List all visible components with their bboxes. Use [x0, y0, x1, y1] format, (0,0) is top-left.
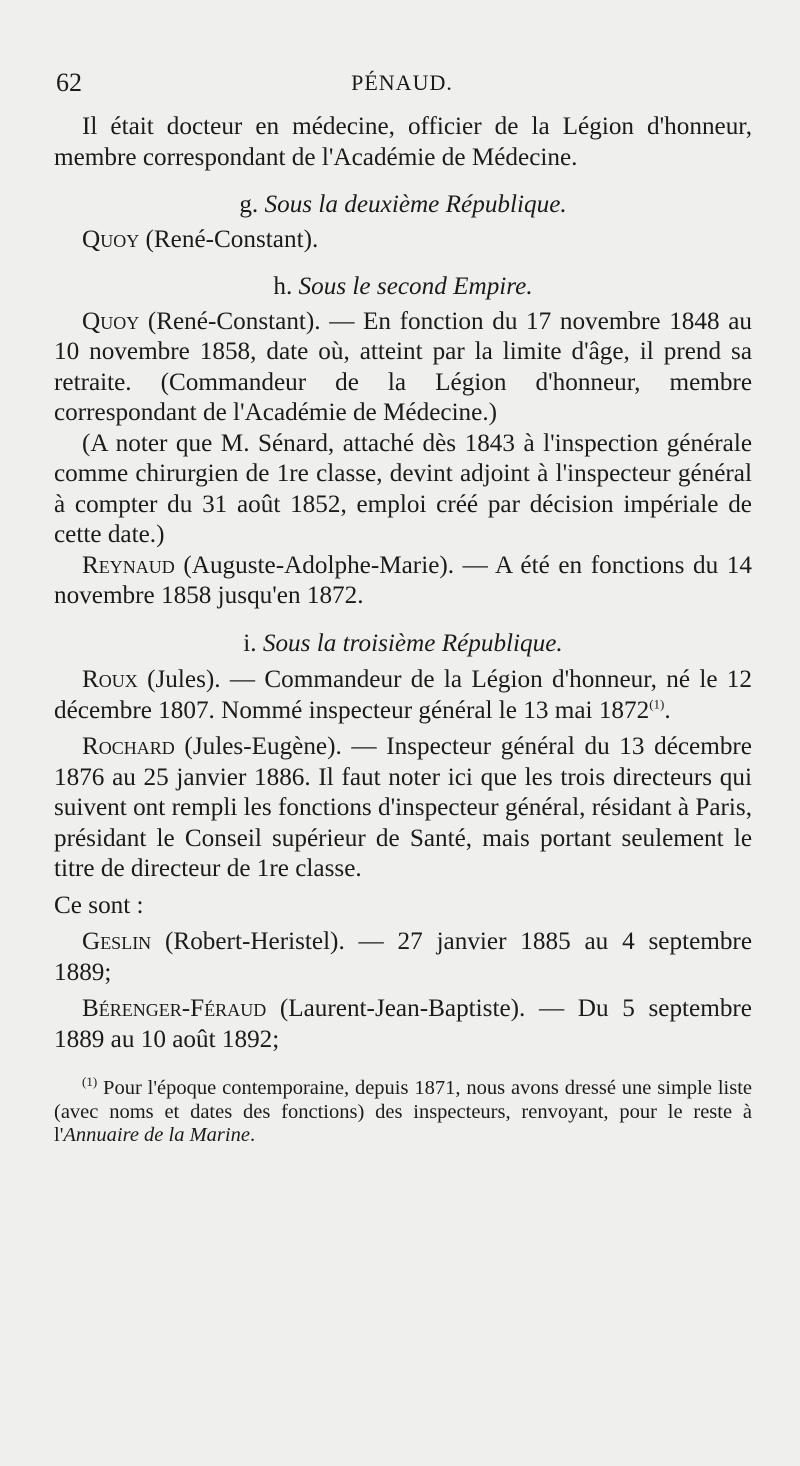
paragraph: Ce sont :: [54, 891, 144, 919]
paragraph: (A noter que M. Sénard, attaché dès 1843 à l'inspection générale comme chirurgien de 1re classe, devint adjoint à l'inspecteur général à compter du 31 août 1852, emploi créé par décision impériale de cette date.): [54, 429, 752, 548]
paragraph: Quoy (René-Constant).: [82, 225, 319, 253]
footnote: $^{(1)}$ Pour l'époque contemporaine, depuis 1871, nous avons dressé une simple liste (avec noms et dates des fonctions) des inspecteurs, renvoyant, pour le reste à l'Annuaire de la Marine.: [54, 1074, 752, 1146]
page-header: [52, 68, 752, 108]
section-heading: g. Sous la deuxième République.: [239, 191, 567, 218]
paragraph: Il était docteur en médecine, officier de la Légion d'honneur, membre correspondant de l'Académie de Médecine.: [54, 113, 752, 171]
paragraph: Bérenger-Féraud (Laurent-Jean-Baptiste). — Du 5 septembre 1889 au 10 août 1892;: [54, 995, 752, 1053]
paragraph: Roux (Jules). — Commandeur de la Légion d'honneur, né le 12 décembre 1807. Nommé inspecteur général le 13 mai 1872$^{(1)}$.: [54, 666, 752, 724]
paragraph: Geslin (Robert-Heristel). — 27 janvier 1885 au 4 septembre 1889;: [54, 928, 752, 986]
section-heading: i. Sous la troisième République.: [243, 629, 563, 657]
running-title: PÉNAUD.: [351, 70, 453, 95]
section-heading: h. Sous le second Empire.: [273, 273, 533, 300]
page-body: [54, 112, 752, 1148]
paragraph: Quoy (René-Constant). — En fonction du 17 novembre 1848 au 10 novembre 1858, date où, atteint par la limite d'âge, il prend sa retraite. (Commandeur de la Légion d'honneur, membre correspondant de l'Académie de Médecine.): [54, 307, 752, 426]
paragraph: Rochard (Jules-Eugène). — Inspecteur général du 13 décembre 1876 au 25 janvier 1886. Il faut noter ici que les trois directeurs qui suivent ont rempli les fonctions d'inspecteur général, résidant à Paris, présidant le Conseil supérieur de Santé, mais portant seulement le titre de directeur de 1re classe.: [54, 733, 752, 882]
footnote-ref: (1): [649, 696, 665, 712]
paragraph: Reynaud (Auguste-Adolphe-Marie). — A été en fonctions du 14 novembre 1858 jusqu'en 1872.: [54, 551, 752, 609]
footnote-marker: (1): [82, 1074, 98, 1090]
page-number: 62: [56, 68, 82, 97]
